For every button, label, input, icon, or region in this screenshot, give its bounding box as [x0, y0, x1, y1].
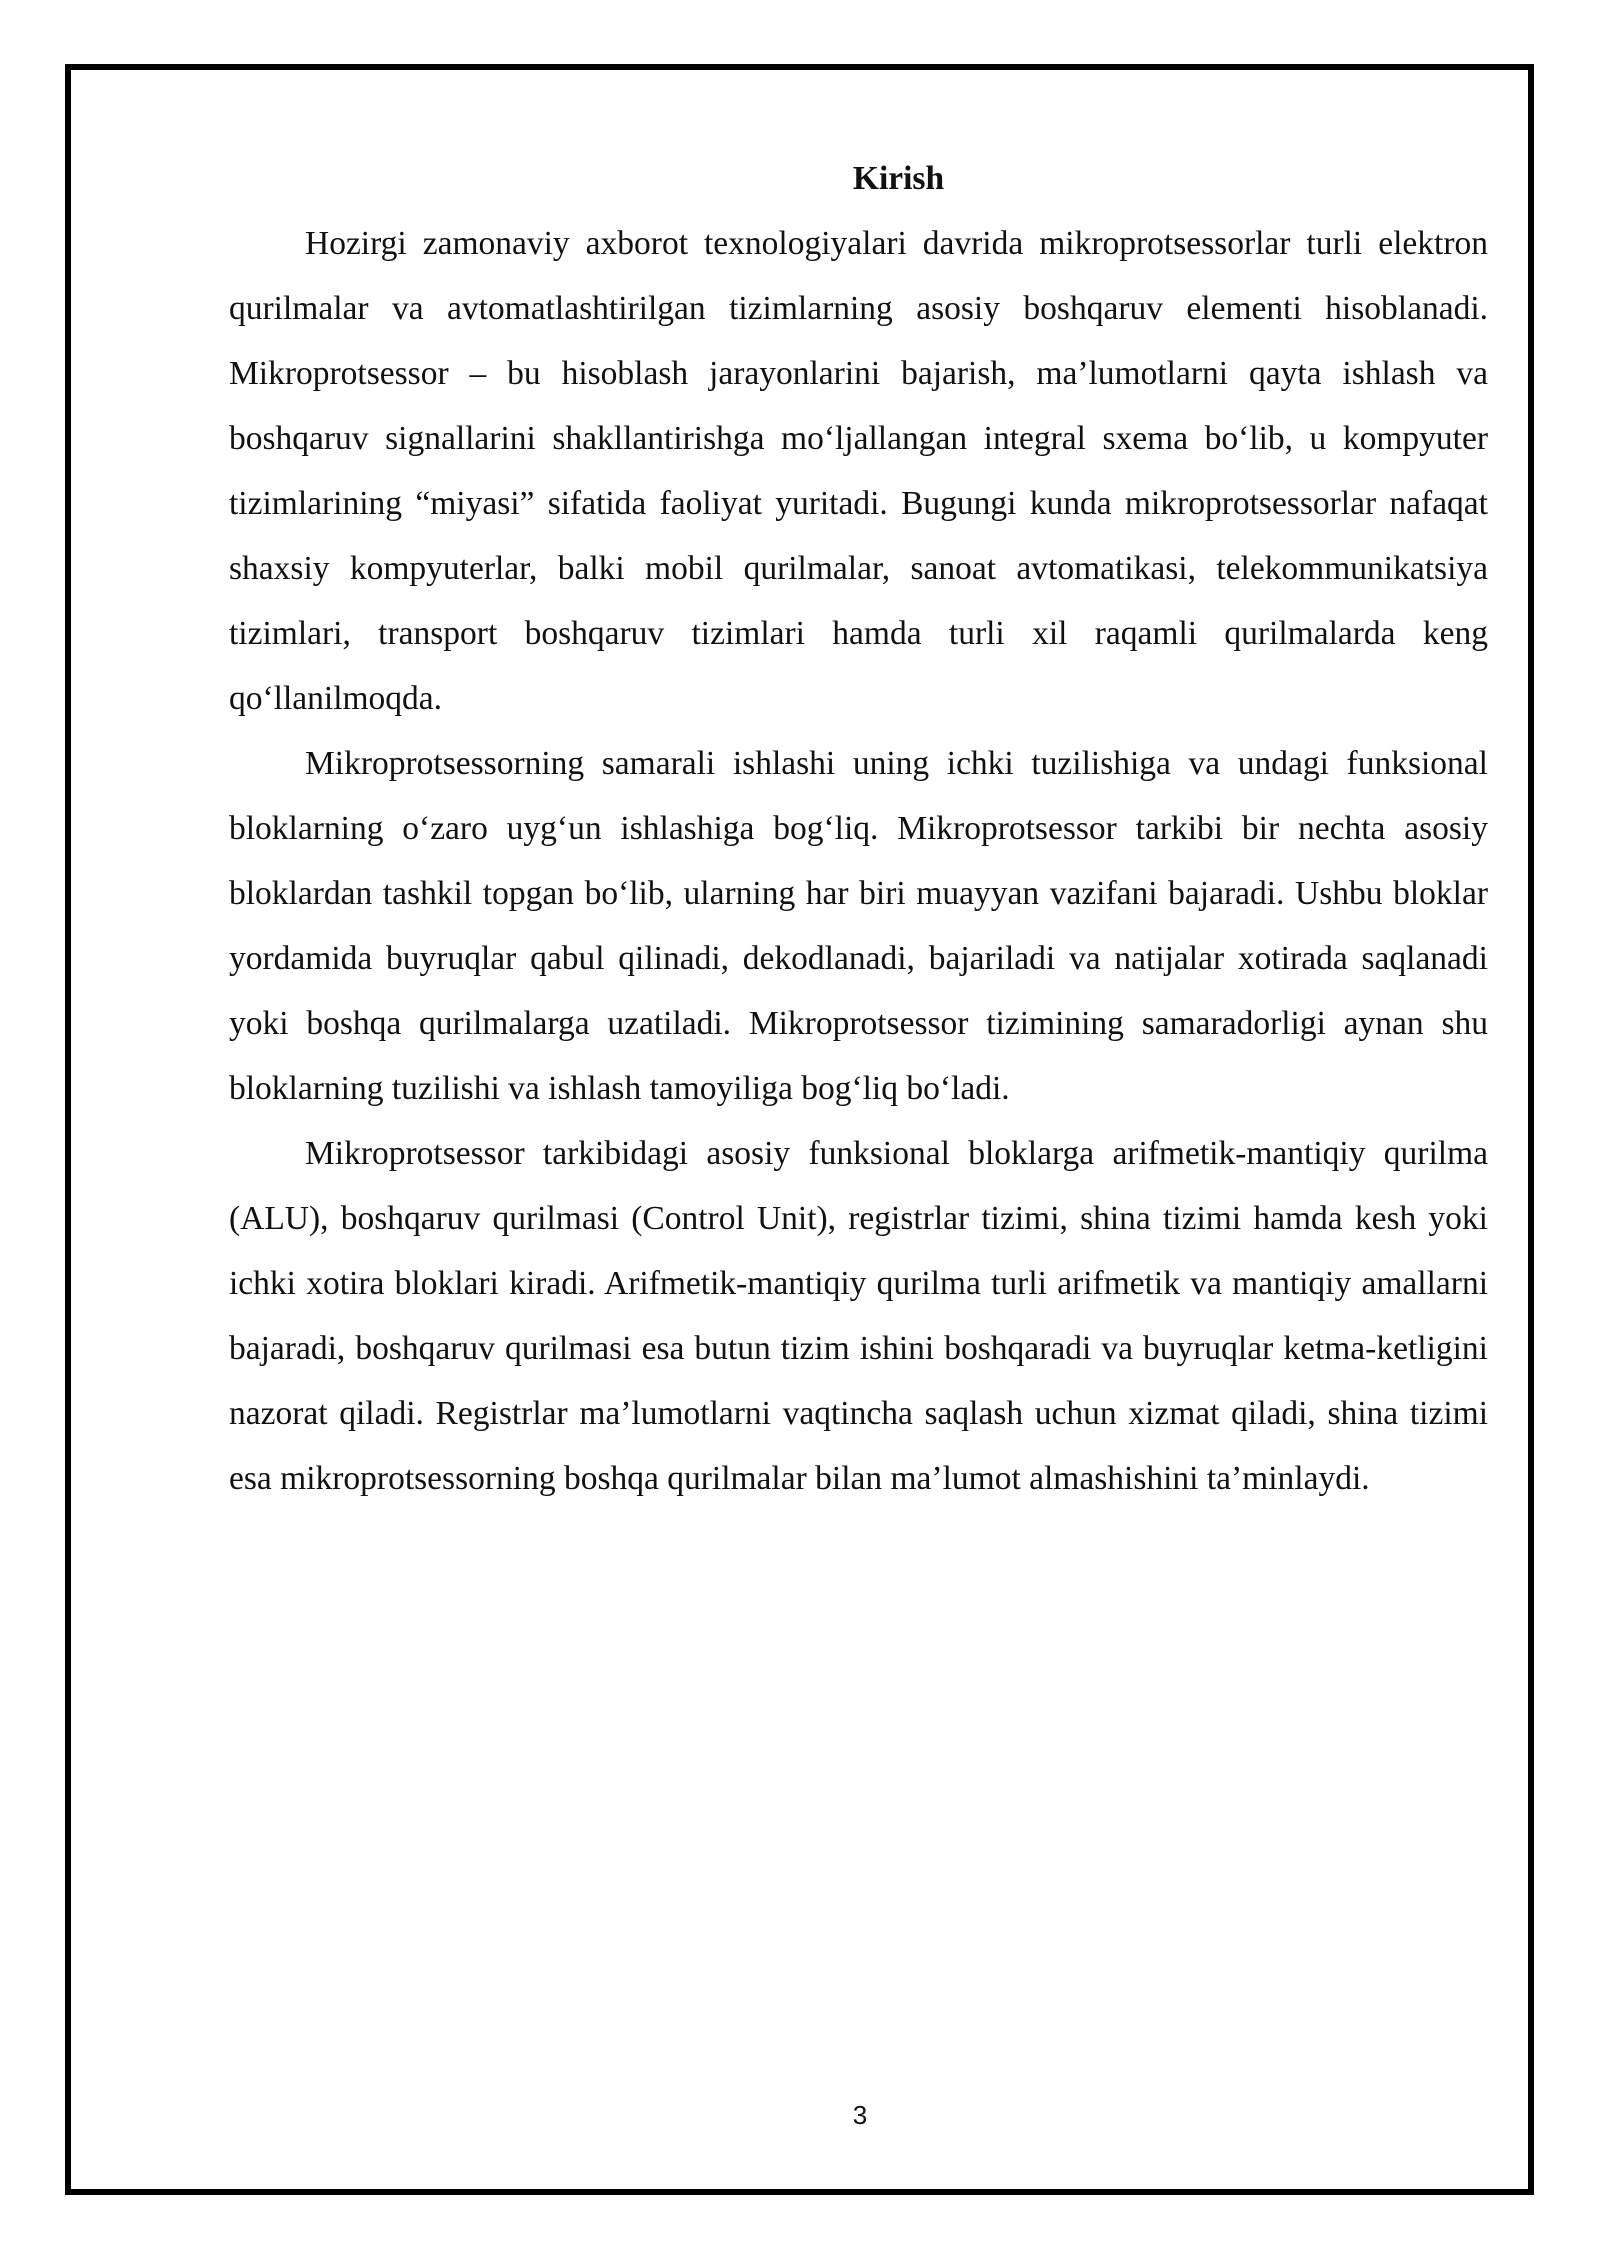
- paragraph-3: Mikroprotsessor tarkibidagi asosiy funksional bloklarga arifmetik-mantiqiy qurilma (ALU), boshqaruv qurilmasi (Control Unit), registrlar tizimi, shina tizimi hamda kesh yoki ichki xotira bloklari kiradi. Arifmetik-mantiqiy qurilma turli arifmetik va mantiqiy amallarni bajaradi, boshqaruv qurilmasi esa butun tizim ishini boshqaradi va buyruqlar ketma-ketligini nazorat qiladi. Registrlar ma’lumotlarni vaqtincha saqlash uchun xizmat qiladi, shina tizimi esa mikroprotsessorning boshqa qurilmalar bilan ma’lumot almashishini ta’minlaydi.: [229, 1135, 1488, 1497]
- section-title: Kirish: [852, 160, 945, 197]
- paragraph-1: Hozirgi zamonaviy axborot texnologiyalari davrida mikroprotsessorlar turli elektron qurilmalar va avtomatlashtirilgan tizimlarning asosiy boshqaruv elementi hisoblanadi. Mikroprotsessor – bu hisoblash jarayonlarini bajarish, ma’lumotlarni qayta ishlash va boshqaruv signallarini shakllantirishga mo‘ljallangan integral sxema bo‘lib, u kompyuter tizimlarining “miyasi” sifatida faoliyat yuritadi. Bugungi kunda mikroprotsessorlar nafaqat shaxsiy kompyuterlar, balki mobil qurilmalar, sanoat avtomatikasi, telekommunikatsiya tizimlari, transport boshqaruv tizimlari hamda turli xil raqamli qurilmalarda keng qo‘llanilmoqda.: [229, 225, 1488, 717]
- page-number: 3: [852, 2100, 868, 2130]
- paragraph-2: Mikroprotsessorning samarali ishlashi uning ichki tuzilishiga va undagi funksional bloklarning o‘zaro uyg‘un ishlashiga bog‘liq. Mikroprotsessor tarkibi bir nechta asosiy bloklardan tashkil topgan bo‘lib, ularning har biri muayyan vazifani bajaradi. Ushbu bloklar yordamida buyruqlar qabul qilinadi, dekodlanadi, bajariladi va natijalar xotirada saqlanadi yoki boshqa qurilmalarga uzatiladi. Mikroprotsessor tizimining samaradorligi aynan shu bloklarning tuzilishi va ishlash tamoyiliga bog‘liq bo‘ladi.: [229, 745, 1488, 1107]
- document-body: [229, 146, 1488, 1511]
